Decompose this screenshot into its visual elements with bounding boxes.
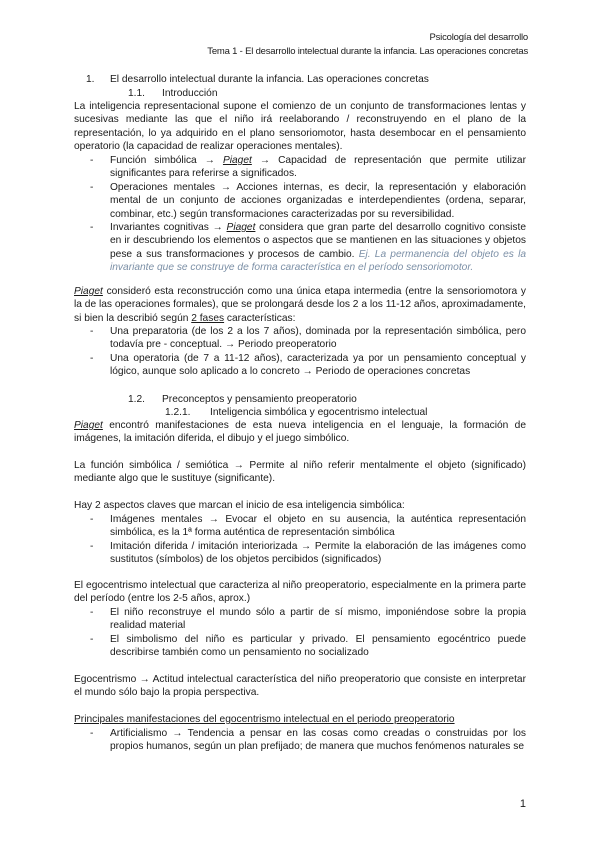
section-1-title: El desarrollo intelectual durante la infancia. Las operaciones concretas (110, 74, 429, 85)
bullet-text: Imitación diferida / imitación interiorizada → Permite la elaboración de las imágenes como sustitutos (símbolos) de los objetos percibidos (significados) (110, 541, 526, 566)
bullet-dash: - (90, 222, 94, 233)
paragraph-egocentrismo-definicion: Egocentrismo → Actitud intelectual característica del niño preoperatorio que consiste en interpretar el mundo sólo bajo la propia perspectiva. (74, 674, 526, 699)
piaget-link: Piaget (222, 155, 252, 166)
paragraph-egocentrismo-intelectual: El egocentrismo intelectual que caracteriza al niño preoperatorio, especialmente en la primera parte del período (entre los 2-5 años, aprox.) (74, 580, 526, 605)
section-1-2-1-title: Inteligencia simbólica y egocentrismo intelectual (210, 407, 428, 418)
piaget-link: Piaget (74, 286, 103, 297)
bullet-dash: - (90, 353, 94, 364)
bullet-imitacion-diferida (74, 540, 526, 567)
section-1-2-1-number: 1.2.1. (165, 407, 191, 418)
bullet-artificialismo (74, 727, 526, 754)
paragraph-funcion-semiotica: La función simbólica / semiótica → Permite al niño referir mentalmente el objeto (significado) mediante algo que le sustituye (significante). (74, 460, 526, 485)
bullet-dash: - (90, 728, 94, 739)
example-text: Ej. La permanencia del objeto es la invariante que se construye de forma característica en el período sensoriomotor. (110, 248, 526, 274)
bullet-dash: - (90, 326, 94, 337)
bullet-text: Invariantes cognitivas → Piaget considera que gran parte del desarrollo cognitivo consiste en ir descubriendo los elementos o aspectos que se mantienen en las situaciones y objetos pese a sus transformaciones y procesos de cambio. Ej. La permanencia del objeto es la invariante que se construye de forma característica en el período sensoriomotor. (110, 222, 526, 274)
bullet-text: Función simbólica → Piaget → Capacidad de representación que permite utilizar significantes para referirse a significados. (110, 155, 526, 180)
bullet-dash: - (90, 514, 94, 525)
bullet-text: El niño reconstruye el mundo sólo a partir de sí mismo, imponiéndose sobre la propia realidad material (110, 607, 526, 632)
bullet-text: El simbolismo del niño es particular y privado. El pensamiento egocéntrico puede describirse también como un pensamiento no socializado (110, 634, 526, 659)
piaget-link: Piaget (226, 222, 256, 233)
bullet-simbolismo (74, 633, 526, 660)
section-1-2-number: 1.2. (128, 394, 145, 405)
bullet-dash: - (90, 155, 94, 166)
bullet-preparatoria (74, 325, 526, 352)
piaget-link: Piaget (74, 420, 103, 431)
bullet-text: Operaciones mentales → Acciones internas, es decir, la representación y elaboración mental de un conjunto de acciones organizadas e interdependientes (ordena, separar, combinar, etc.) según transformaciones caracterizadas por su reversibilidad. (110, 182, 526, 220)
bullet-text: Imágenes mentales → Evocar el objeto en su ausencia, la auténtica representación simbólica, es la 1ª forma auténtica de representación simbólica (110, 514, 526, 539)
header-topic: Tema 1 - El desarrollo intelectual durante la infancia. Las operaciones concretas (207, 46, 528, 57)
header-subject: Psicología del desarrollo (429, 32, 528, 43)
bullet-text: Una operatoria (de 7 a 11-12 años), caracterizada ya por un pensamiento conceptual y lógico, aunque solo aplicado a lo concreto → Periodo de operaciones concretas (110, 353, 526, 378)
paragraph-reconstruccion: Piaget consideró esta reconstrucción como una única etapa intermedia (entre la sensoriomotora y la de las operaciones formales), que se prolongará desde los 2 a los 11-12 años, aproximadamente, si bien la describió según 2 fases características: (74, 286, 526, 324)
paragraph-inteligencia-representacional: La inteligencia representacional supone el comienzo de un conjunto de transformaciones lentas y sucesivas mediante las que el niño irá reelaborando / reconstruyendo en el plano de la representación, lo ya adquirido en el plano sensoriomotor, hasta desembocar en el pensamiento operatorio (la capacidad de realizar operaciones mentales). (74, 101, 526, 153)
section-1-1-title: Introducción (162, 88, 218, 99)
bullet-text: Artificialismo → Tendencia a pensar en las cosas como creadas o construidas por los propios humanos, según un plan prefijado; de manera que muchos fenómenos naturales se (110, 728, 526, 753)
bullet-dash: - (90, 541, 94, 552)
bullet-invariantes-cognitivas (74, 221, 526, 275)
page-number: 1 (519, 798, 526, 810)
bullet-nino-reconstruye (74, 606, 526, 633)
fases-underlined: 2 fases (191, 312, 225, 324)
paragraph-aspectos-claves: Hay 2 aspectos claves que marcan el inicio de esa inteligencia simbólica: (74, 500, 405, 511)
bullet-dash: - (90, 182, 94, 193)
section-1-number: 1. (86, 74, 95, 85)
paragraph-manifestaciones: Piaget encontró manifestaciones de esta nueva inteligencia en el lenguaje, la formación de imágenes, la imitación diferida, el dibujo y el juego simbólico. (74, 420, 526, 445)
section-1-2-title: Preconceptos y pensamiento preoperatorio (162, 394, 357, 405)
bullet-dash: - (90, 634, 94, 645)
bullet-text: Una preparatoria (de los 2 a los 7 años), dominada por la representación simbólica, pero todavía pre - conceptual. → Periodo preoperatorio (110, 326, 526, 351)
bullet-dash: - (90, 607, 94, 618)
bullet-operatoria (74, 352, 526, 379)
section-1-1-number: 1.1. (128, 88, 145, 99)
bullet-operaciones-mentales (74, 181, 526, 221)
heading-principales-manifestaciones: Principales manifestaciones del egocentrismo intelectual en el periodo preoperatorio (74, 714, 455, 725)
bullet-funcion-simbolica (74, 154, 526, 181)
bullet-imagenes-mentales (74, 513, 526, 540)
